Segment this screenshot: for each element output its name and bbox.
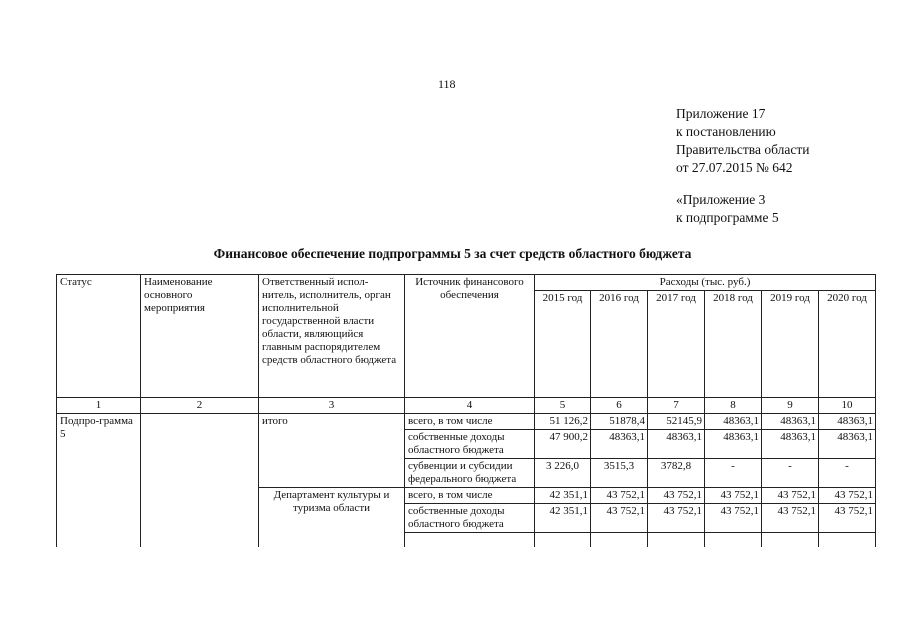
header-row <box>57 275 876 291</box>
value-cell: 48363,1 <box>705 414 762 430</box>
column-number: 3 <box>259 398 405 414</box>
column-number-row <box>57 398 876 414</box>
value-cell: 48363,1 <box>819 430 876 459</box>
column-number: 6 <box>591 398 648 414</box>
source-cell: всего, в том числе <box>405 488 535 504</box>
value-cell: 3515,3 <box>591 459 648 488</box>
header-year: 2017 год <box>648 291 705 398</box>
value-cell: 43 752,1 <box>591 488 648 504</box>
column-number: 2 <box>141 398 259 414</box>
appendix-line: «Приложение 3 <box>676 192 766 207</box>
appendix-line: Правительства области <box>676 142 810 157</box>
value-cell: 48363,1 <box>762 414 819 430</box>
value-cell <box>762 533 819 548</box>
value-cell: 43 752,1 <box>591 504 648 533</box>
source-cell <box>405 533 535 548</box>
header-year: 2020 год <box>819 291 876 398</box>
value-cell: 47 900,2 <box>535 430 591 459</box>
appendix-block <box>676 105 809 227</box>
appendix-line: к подпрограмме 5 <box>676 210 779 225</box>
header-name: Наименование основного мероприятия <box>141 275 259 398</box>
value-cell: 43 752,1 <box>648 504 705 533</box>
status-cell: Подпро-грамма 5 <box>57 414 141 548</box>
header-year: 2018 год <box>705 291 762 398</box>
source-cell: собственные доходы областного бюджета <box>405 430 535 459</box>
value-cell <box>535 533 591 548</box>
header-year: 2015 год <box>535 291 591 398</box>
value-cell <box>705 533 762 548</box>
value-cell: 43 752,1 <box>648 488 705 504</box>
value-cell: 3782,8 <box>648 459 705 488</box>
column-number: 8 <box>705 398 762 414</box>
column-number: 7 <box>648 398 705 414</box>
value-cell: 52145,9 <box>648 414 705 430</box>
responsible-cell: Департамент культуры и туризма области <box>259 488 405 548</box>
value-cell: 42 351,1 <box>535 488 591 504</box>
header-year: 2016 год <box>591 291 648 398</box>
value-cell: 42 351,1 <box>535 504 591 533</box>
appendix-line: Приложение 17 <box>676 106 766 121</box>
table-row <box>57 414 876 430</box>
value-cell <box>819 533 876 548</box>
source-cell: собственные доходы областного бюджета <box>405 504 535 533</box>
value-cell: 3 226,0 <box>535 459 591 488</box>
column-number: 9 <box>762 398 819 414</box>
responsible-cell: итого <box>259 414 405 488</box>
page-number: 118 <box>438 77 456 91</box>
value-cell <box>648 533 705 548</box>
value-cell: 48363,1 <box>762 430 819 459</box>
column-number: 1 <box>57 398 141 414</box>
activity-name-cell <box>141 414 259 548</box>
financing-table <box>56 274 876 547</box>
header-expenses: Расходы (тыс. руб.) <box>535 275 876 291</box>
source-cell: всего, в том числе <box>405 414 535 430</box>
header-status: Статус <box>57 275 141 398</box>
document-title: Финансовое обеспечение подпрограммы 5 за счет средств областного бюджета <box>213 246 692 261</box>
value-cell: 51 126,2 <box>535 414 591 430</box>
value-cell: 43 752,1 <box>762 488 819 504</box>
header-responsible: Ответственный испол-нитель, исполнитель, орган исполнительной государственной власти области, являющийся главным распорядителем средств областного бюджета <box>259 275 405 398</box>
value-cell: 43 752,1 <box>819 488 876 504</box>
value-cell: 43 752,1 <box>819 504 876 533</box>
value-cell: 51878,4 <box>591 414 648 430</box>
value-cell: - <box>819 459 876 488</box>
value-cell: 48363,1 <box>705 430 762 459</box>
appendix-line: от 27.07.2015 № 642 <box>676 160 793 175</box>
value-cell: 48363,1 <box>591 430 648 459</box>
value-cell: 43 752,1 <box>705 504 762 533</box>
column-number: 4 <box>405 398 535 414</box>
column-number: 10 <box>819 398 876 414</box>
value-cell: 43 752,1 <box>762 504 819 533</box>
value-cell: 48363,1 <box>648 430 705 459</box>
value-cell: - <box>762 459 819 488</box>
header-year: 2019 год <box>762 291 819 398</box>
source-cell: субвенции и субсидии федерального бюджета <box>405 459 535 488</box>
value-cell: 48363,1 <box>819 414 876 430</box>
appendix-line: к постановлению <box>676 124 776 139</box>
value-cell: 43 752,1 <box>705 488 762 504</box>
column-number: 5 <box>535 398 591 414</box>
header-source: Источник финансового обеспечения <box>405 275 535 398</box>
value-cell: - <box>705 459 762 488</box>
value-cell <box>591 533 648 548</box>
